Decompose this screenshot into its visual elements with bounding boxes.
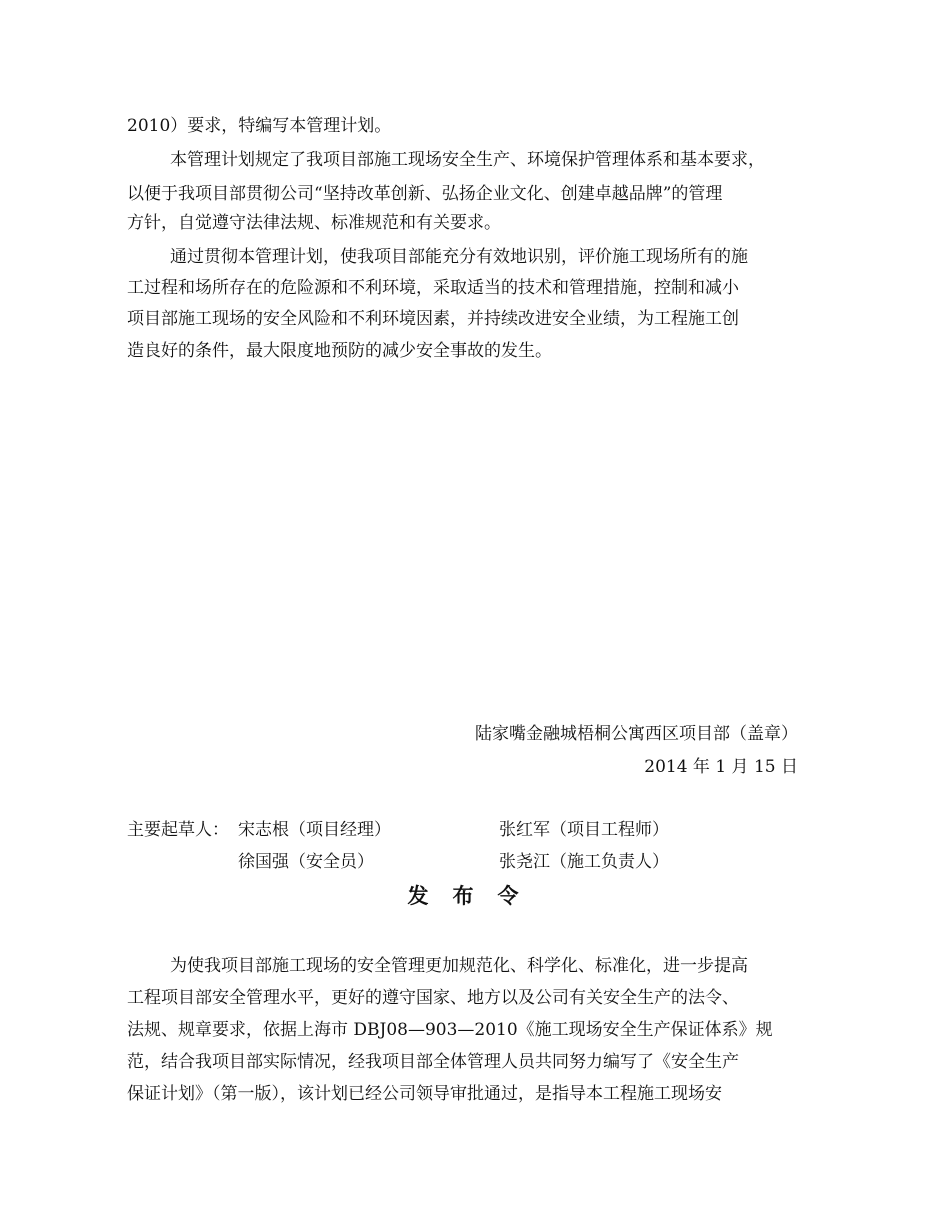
release-paragraph-line-5: 保证计划》（第一版），该计划已经公司领导审批通过，是指导本工程施工现场安 xyxy=(127,1084,722,1104)
paragraph-continuation: 2010）要求，特编写本管理计划。 xyxy=(127,116,392,136)
drafter-4: 张尧江（施工负责人） xyxy=(499,852,669,872)
release-paragraph-line-4: 范，结合我项目部实际情况，经我项目部全体管理人员共同努力编写了《安全生产 xyxy=(127,1052,739,1072)
paragraph-2-line-4: 造良好的条件，最大限度地预防的减少安全事故的发生。 xyxy=(127,341,552,361)
release-paragraph-line-2: 工程项目部安全管理水平，更好的遵守国家、地方以及公司有关安全生产的法令、 xyxy=(127,988,739,1008)
release-paragraph-line-1: 为使我项目部施工现场的安全管理更加规范化、科学化、标准化，进一步提高 xyxy=(170,956,748,976)
drafter-2: 张红军（项目工程师） xyxy=(499,820,669,840)
paragraph-2-line-2: 工过程和场所存在的危险源和不利环境，采取适当的技术和管理措施，控制和减小 xyxy=(127,278,739,298)
drafter-1: 宋志根（项目经理） xyxy=(238,820,391,840)
drafters-label: 主要起草人： xyxy=(127,820,229,840)
paragraph-2-line-3: 项目部施工现场的安全风险和不利环境因素，并持续改进安全业绩，为工程施工创 xyxy=(127,309,739,329)
paragraph-1-line-3: 方针，自觉遵守法律法规、标准规范和有关要求。 xyxy=(127,213,501,233)
signature-date: 2014 年 1 月 15 日 xyxy=(644,757,798,777)
signature-organization: 陆家嘴金融城梧桐公寓西区项目部（盖章） xyxy=(475,724,798,744)
paragraph-2-line-1: 通过贯彻本管理计划，使我项目部能充分有效地识别，评价施工现场所有的施 xyxy=(170,247,748,267)
paragraph-1-line-2: 以便于我项目部贯彻公司“坚持改革创新、弘扬企业文化、创建卓越品牌”的管理 xyxy=(127,184,723,204)
paragraph-1-line-1: 本管理计划规定了我项目部施工现场安全生产、环境保护管理体系和基本要求， xyxy=(170,150,765,170)
drafter-3: 徐国强（安全员） xyxy=(238,852,374,872)
release-order-heading: 发布令 xyxy=(407,883,543,908)
release-paragraph-line-3: 法规、规章要求，依据上海市 DBJ08—903—2010《施工现场安全生产保证体系》规 xyxy=(127,1020,773,1040)
